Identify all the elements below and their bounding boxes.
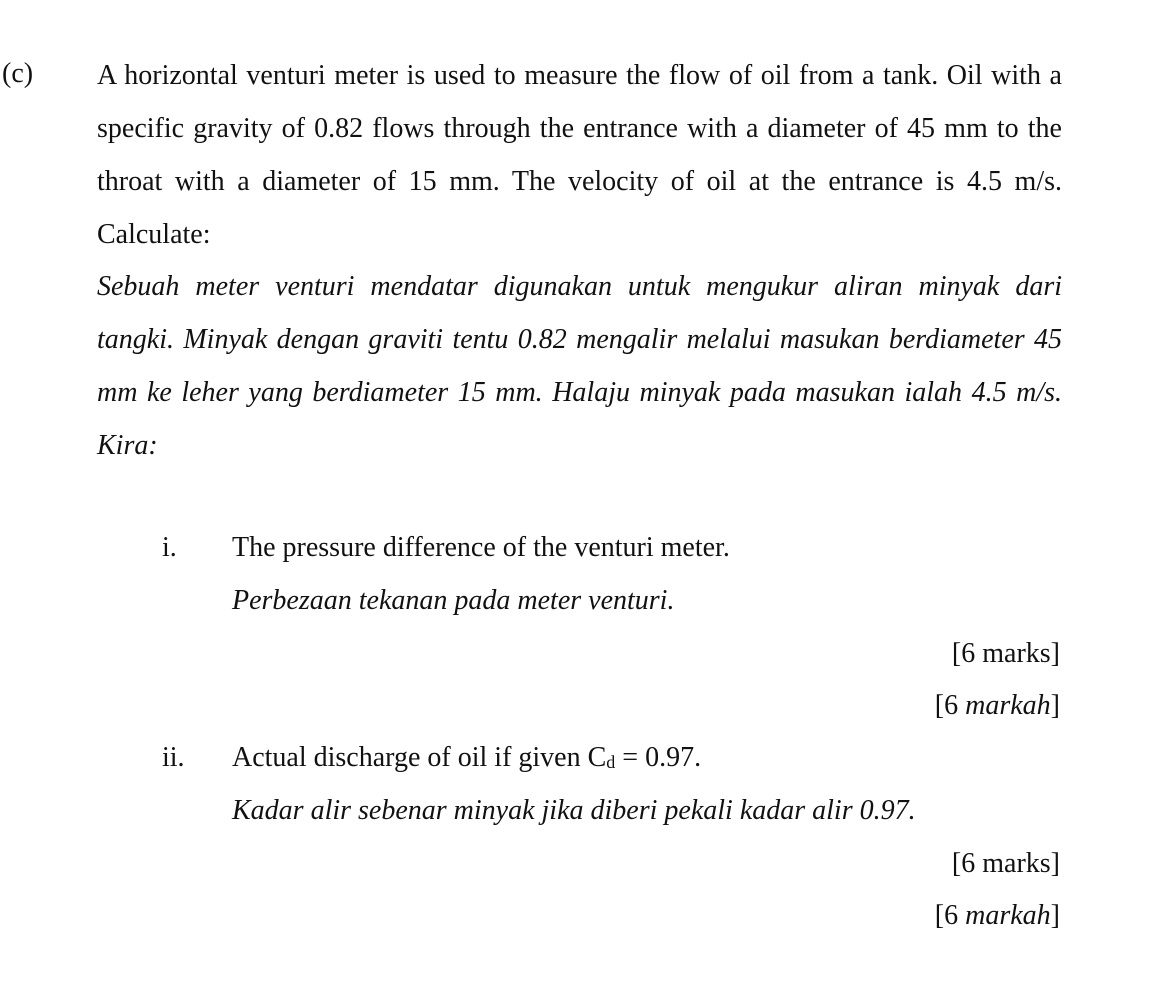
item-ii-marks-english: [6 marks] xyxy=(951,848,1060,879)
item-ii-marks-malay-close: ] xyxy=(1050,900,1060,931)
item-ii-marks-malay-word: markah xyxy=(965,900,1051,931)
item-i-marks-malay-word: markah xyxy=(965,690,1051,721)
item-i-marks-malay xyxy=(935,690,1060,722)
item-ii-numeral: ii. xyxy=(162,742,185,773)
item-ii-marks-malay-open: [6 xyxy=(934,900,966,931)
item-ii-text-english xyxy=(232,742,701,778)
item-i-text-malay: Perbezaan tekanan pada meter venturi. xyxy=(232,585,675,616)
item-ii-marks-malay xyxy=(935,900,1060,932)
item-i-marks-malay-open: [6 xyxy=(934,690,966,721)
item-ii-subscript: d xyxy=(606,752,616,772)
item-i-numeral: i. xyxy=(162,532,177,563)
item-ii-text-prefix: Actual discharge of oil if given C xyxy=(232,742,607,773)
question-text-english: A horizontal venturi meter is used to measure the flow of oil from a tank. Oil with a specific gravity of 0.82 flows through the entrance with a diameter of 45 mm to the throat with a diameter of 15 mm. The velocity of oil at the entrance is 4.5 m/s. Calculate: xyxy=(97,60,1062,250)
item-i-text-english: The pressure difference of the venturi meter. xyxy=(232,532,730,563)
item-i-marks-malay-close: ] xyxy=(1050,690,1060,721)
question-label: (c) xyxy=(2,58,34,89)
item-ii-text-malay: Kadar alir sebenar minyak jika diberi pekali kadar alir 0.97. xyxy=(232,795,916,826)
item-ii-text-suffix: = 0.97. xyxy=(615,742,702,773)
question-text-malay: Sebuah meter venturi mendatar digunakan untuk mengukur aliran minyak dari tangki. Minyak dengan graviti tentu 0.82 mengalir melalui masukan berdiameter 45 mm ke leher yang berdiameter 15 mm. Halaju minyak pada masukan ialah 4.5 m/s. Kira: xyxy=(97,271,1062,461)
item-i-marks-english: [6 marks] xyxy=(951,638,1060,669)
